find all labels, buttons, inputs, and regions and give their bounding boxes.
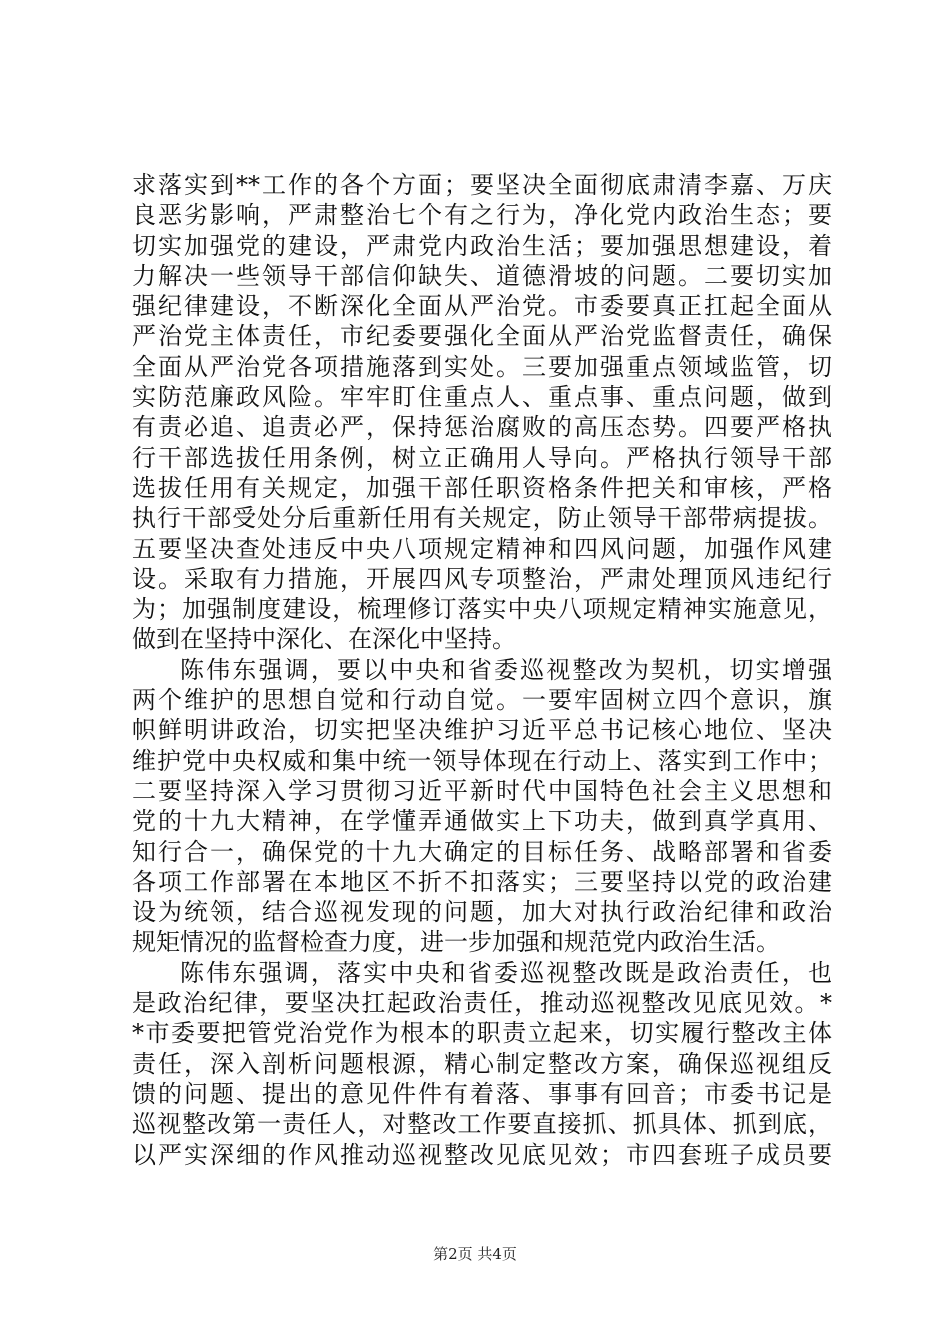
text-line: 做到在坚持中深化、在深化中坚持。 (132, 625, 516, 654)
text-line: 强纪律建设，不断深化全面从严治党。市委要真正扛起全面从 (132, 292, 832, 321)
text-line: 帜鲜明讲政治，切实把坚决维护习近平总书记核心地位、坚决 (132, 716, 832, 745)
text-line: 行干部选拔任用条例，树立正确用人导向。严格执行领导干部 (132, 443, 832, 472)
text-line: 知行合一，确保党的十九大确定的目标任务、战略部署和省委 (132, 837, 832, 866)
text-line: 为；加强制度建设，梳理修订落实中央八项规定精神实施意见， (132, 595, 832, 624)
text-line: 良恶劣影响，严肃整治七个有之行为，净化党内政治生态；要 (132, 201, 832, 230)
text-line: 两个维护的思想自觉和行动自觉。一要牢固树立四个意识，旗 (132, 686, 832, 715)
text-line: 责任，深入剖析问题根源，精心制定整改方案，确保巡视组反 (132, 1049, 832, 1078)
text-line: 严治党主体责任，市纪委要强化全面从严治党监督责任，确保 (132, 322, 832, 351)
text-line: 力解决一些领导干部信仰缺失、道德滑坡的问题。二要切实加 (132, 261, 832, 290)
text-line: 陈伟东强调，落实中央和省委巡视整改既是政治责任，也 (180, 958, 832, 987)
text-line: 五要坚决查处违反中央八项规定精神和四风问题，加强作风建 (132, 534, 832, 563)
text-line: 全面从严治党各项措施落到实处。三要加强重点领域监管，切 (132, 352, 832, 381)
text-line: 选拔任用有关规定，加强干部任职资格条件把关和审核，严格 (132, 473, 832, 502)
text-line: 党的十九大精神，在学懂弄通做实上下功夫，做到真学真用、 (132, 807, 832, 836)
text-line: 规矩情况的监督检查力度，进一步加强和规范党内政治生活。 (132, 928, 780, 957)
text-line: 巡视整改第一责任人，对整改工作要直接抓、抓具体、抓到底， (132, 1110, 832, 1139)
page-footer (0, 1243, 950, 1264)
text-line: 维护党中央权威和集中统一领导体现在行动上、落实到工作中； (132, 746, 832, 775)
text-line: 有责必追、追责必严，保持惩治腐败的高压态势。四要严格执 (132, 413, 832, 442)
text-line: 是政治纪律，要坚决扛起政治责任，推动巡视整改见底见效。* (132, 989, 832, 1018)
text-line: 各项工作部署在本地区不折不扣落实；三要坚持以党的政治建 (132, 867, 832, 896)
text-line: 设。采取有力措施，开展四风专项整治，严肃处理顶风违纪行 (132, 564, 832, 593)
text-line: 执行干部受处分后重新任用有关规定，防止领导干部带病提拔。 (132, 504, 832, 533)
text-line: 设为统领，结合巡视发现的问题，加大对执行政治纪律和政治 (132, 898, 832, 927)
text-line: 二要坚持深入学习贯彻习近平新时代中国特色社会主义思想和 (132, 776, 832, 805)
paragraph (132, 958, 832, 1170)
text-line: 陈伟东强调，要以中央和省委巡视整改为契机，切实增强 (180, 655, 832, 684)
paragraph (132, 170, 832, 655)
text-line: *市委要把管党治党作为根本的职责立起来，切实履行整改主体 (132, 1019, 832, 1048)
paragraph (132, 655, 832, 958)
text-line: 馈的问题、提出的意见件件有着落、事事有回音；市委书记是 (132, 1079, 832, 1108)
document-body (132, 170, 832, 1170)
text-line: 求落实到**工作的各个方面；要坚决全面彻底肃清李嘉、万庆 (132, 171, 832, 199)
page-number-label: 第2页 共4页 (433, 1245, 517, 1263)
text-line: 实防范廉政风险。牢牢盯住重点人、重点事、重点问题，做到 (132, 383, 832, 412)
text-line: 切实加强党的建设，严肃党内政治生活；要加强思想建设，着 (132, 231, 832, 260)
text-line: 以严实深细的作风推动巡视整改见底见效；市四套班子成员要 (132, 1140, 832, 1169)
